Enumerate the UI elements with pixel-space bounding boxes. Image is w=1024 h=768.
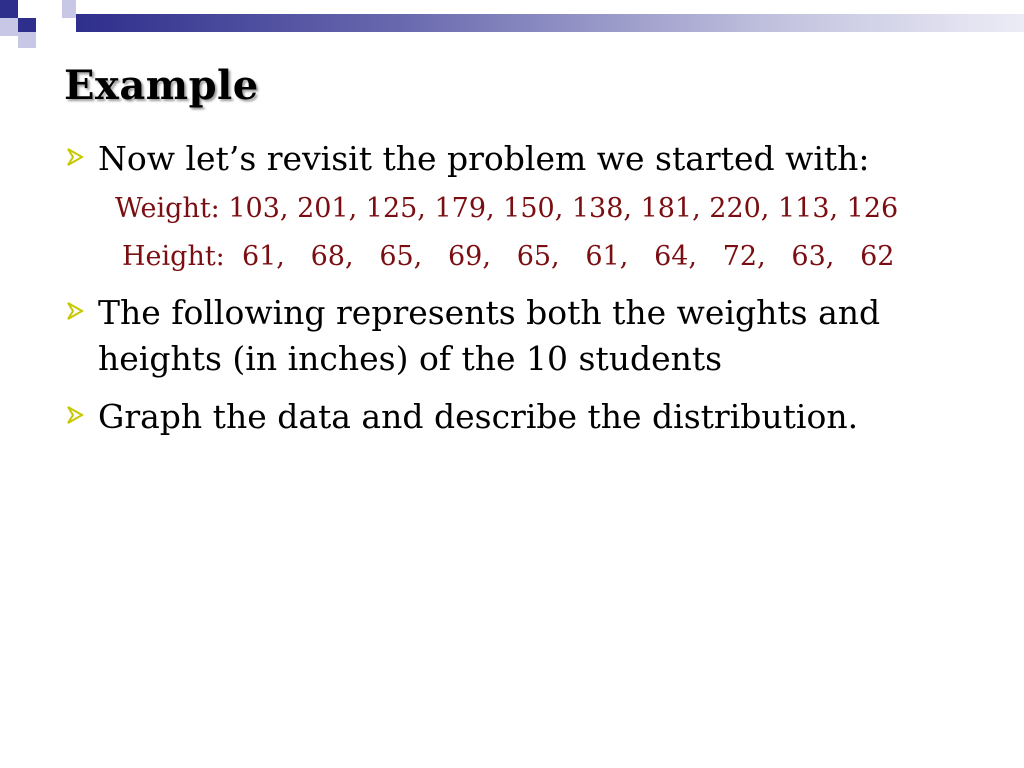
decor-square	[36, 0, 62, 32]
decor-square	[18, 18, 36, 32]
decor-square	[18, 0, 36, 18]
decor-square	[62, 0, 76, 18]
decor-square	[0, 18, 18, 36]
decor-square	[0, 0, 18, 18]
decor-square	[18, 32, 36, 48]
bullet-item	[64, 290, 958, 382]
bullet-item	[64, 136, 958, 182]
bullet-text: Now let’s revisit the problem we started with:	[98, 139, 870, 178]
slide-title: Example	[64, 62, 259, 109]
weight-data-line: Weight: 103, 201, 125, 179, 150, 138, 181, 220, 113, 126	[115, 193, 899, 224]
height-data-line: Height: 61, 68, 65, 69, 65, 61, 64, 72, 63, 62	[122, 241, 895, 272]
chevron-right-icon	[64, 404, 86, 426]
chevron-right-icon	[64, 300, 86, 322]
bullet-text: Graph the data and describe the distribution.	[98, 397, 859, 436]
header-gradient-bar	[76, 14, 1024, 32]
chevron-right-icon	[64, 146, 86, 168]
bullet-item	[64, 394, 958, 440]
bullet-text: The following represents both the weights and heights (in inches) of the 10 students	[98, 293, 881, 378]
decor-spacer	[76, 0, 1024, 14]
